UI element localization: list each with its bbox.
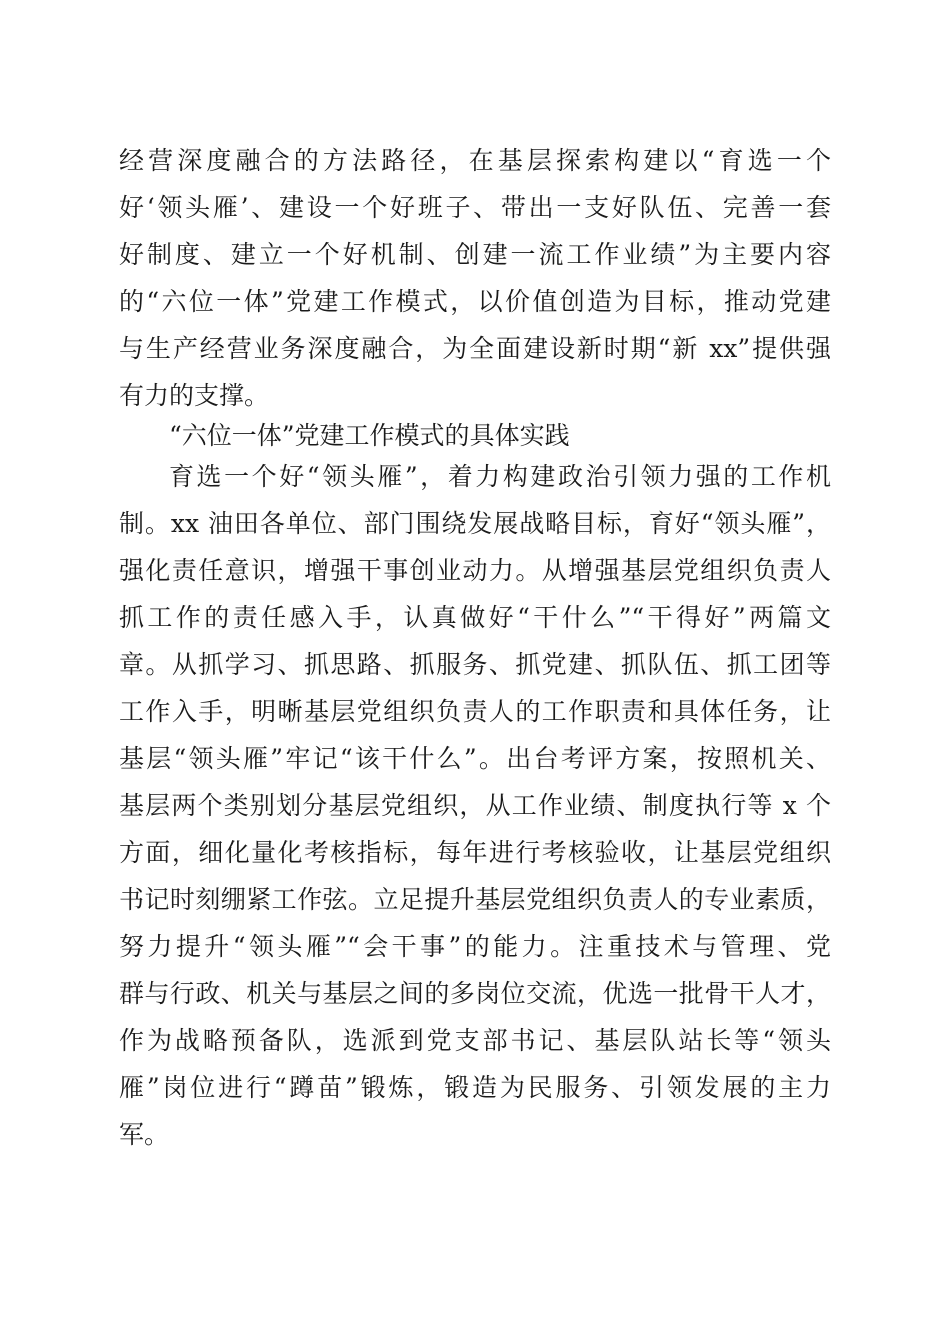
- paragraph2-line-15: 军。: [119, 1120, 170, 1149]
- paragraph2-line-14: 雁”岗位进行“蹲苗”锻炼，锻造为民服务、引领发展的主力: [119, 1073, 831, 1102]
- paragraph2-line-5: 章。从抓学习、抓思路、抓服务、抓党建、抓队伍、抓工团等: [119, 650, 831, 679]
- paragraph2-line-11: 努力提升“领头雁”“会干事”的能力。注重技术与管理、党: [119, 932, 831, 961]
- paragraph1-line-4: 的“六位一体”党建工作模式，以价值创造为目标，推动党建: [119, 287, 831, 316]
- paragraph2-line-3: 强化责任意识，增强干事创业动力。从增强基层党组织负责人: [119, 556, 831, 585]
- paragraph2-line-13: 作为战略预备队，选派到党支部书记、基层队站长等“领头: [119, 1026, 831, 1055]
- paragraph1-line-3: 好制度、建立一个好机制、创建一流工作业绩”为主要内容: [119, 240, 831, 269]
- paragraph2-line-10: 书记时刻绷紧工作弦。立足提升基层党组织负责人的专业素质，: [119, 885, 831, 914]
- paragraph2-line-7: 基层“领头雁”牢记“该干什么”。出台考评方案，按照机关、: [119, 744, 831, 773]
- paragraph2-line-12: 群与行政、机关与基层之间的多岗位交流，优选一批骨干人才，: [119, 979, 831, 1008]
- paragraph1-line-2: 好‘领头雁’、建设一个好班子、带出一支好队伍、完善一套: [119, 193, 831, 222]
- paragraph1-line-6: 有力的支撑。: [119, 381, 270, 410]
- section-heading: “六位一体”党建工作模式的具体实践: [169, 421, 570, 450]
- paragraph1-line-1: 经营深度融合的方法路径，在基层探索构建以“育选一个: [119, 146, 831, 175]
- paragraph2-line-4: 抓工作的责任感入手，认真做好“干什么”“干得好”两篇文: [119, 603, 831, 632]
- paragraph1-line-5: 与生产经营业务深度融合，为全面建设新时期“新 xx”提供强: [119, 334, 831, 363]
- paragraph2-line-1: 育选一个好“领头雁”，着力构建政治引领力强的工作机: [169, 462, 831, 491]
- paragraph2-line-9: 方面，细化量化考核指标，每年进行考核验收，让基层党组织: [119, 838, 831, 867]
- paragraph2-line-8: 基层两个类别划分基层党组织，从工作业绩、制度执行等 x 个: [119, 791, 831, 820]
- paragraph2-line-6: 工作入手，明晰基层党组织负责人的工作职责和具体任务，让: [119, 697, 831, 726]
- paragraph2-line-2: 制。xx 油田各单位、部门围绕发展战略目标，育好“领头雁”，: [119, 509, 831, 538]
